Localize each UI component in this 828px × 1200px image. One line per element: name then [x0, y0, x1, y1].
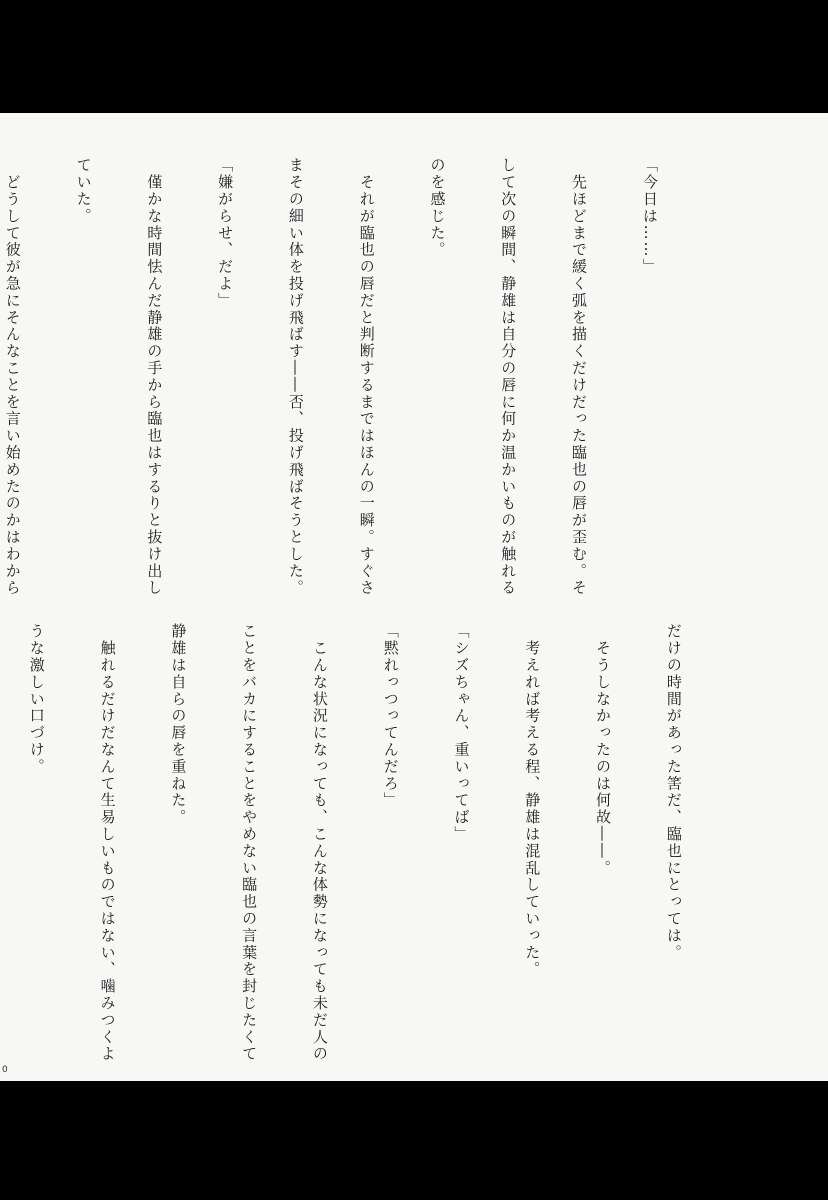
- text-block-top: [0, 157, 708, 597]
- text-column: 僅かな時間怯んだ静雄の手から臨也はするりと抜け出し: [145, 157, 164, 597]
- text-column: のを感じた。: [428, 157, 447, 259]
- text-column: だけの時間があった筈だ、臨也にとっては。: [664, 623, 683, 961]
- text-column: 考えれば考える程、静雄は混乱していった。: [523, 623, 542, 978]
- novel-page: [0, 113, 828, 1081]
- text-column: して次の瞬間、静雄は自分の唇に何か温かいものが触れる: [499, 157, 518, 597]
- text-column: 触れるだけだなんて生易しいものではない、噛みつくよ: [98, 623, 117, 1063]
- text-column: ていた。: [74, 157, 93, 225]
- text-column: 静雄は自らの唇を重ねた。: [169, 623, 188, 826]
- text-column: ことをバカにすることをやめない臨也の言葉を封じたくて: [240, 623, 259, 1063]
- text-block-bottom: [0, 623, 732, 1063]
- text-column: こんな状況になっても、こんな体勢になっても未だ人の: [310, 623, 329, 1063]
- text-column: そうしなかったのは何故――。: [594, 623, 613, 877]
- text-column: 「黙れっつってんだろ」: [381, 623, 400, 809]
- text-column: それが臨也の唇だと判断するまではほんの一瞬。すぐさ: [357, 157, 376, 597]
- text-column: 「今日は……」: [640, 157, 659, 276]
- page-number: 0: [2, 1065, 8, 1075]
- text-column: 先ほどまで緩く弧を描くだけだった臨也の唇が歪む。そ: [570, 157, 589, 597]
- text-column: どうして彼が急にそんなことを言い始めたのかはわから: [3, 157, 22, 597]
- text-column: 「シズちゃん、重いってば」: [452, 623, 471, 843]
- text-column: まその細い体を投げ飛ばす――否、投げ飛ばそうとした。: [286, 157, 305, 597]
- text-column: 「嫌がらせ、だよ」: [216, 157, 235, 310]
- text-column: うな激しい口づけ。: [27, 623, 46, 776]
